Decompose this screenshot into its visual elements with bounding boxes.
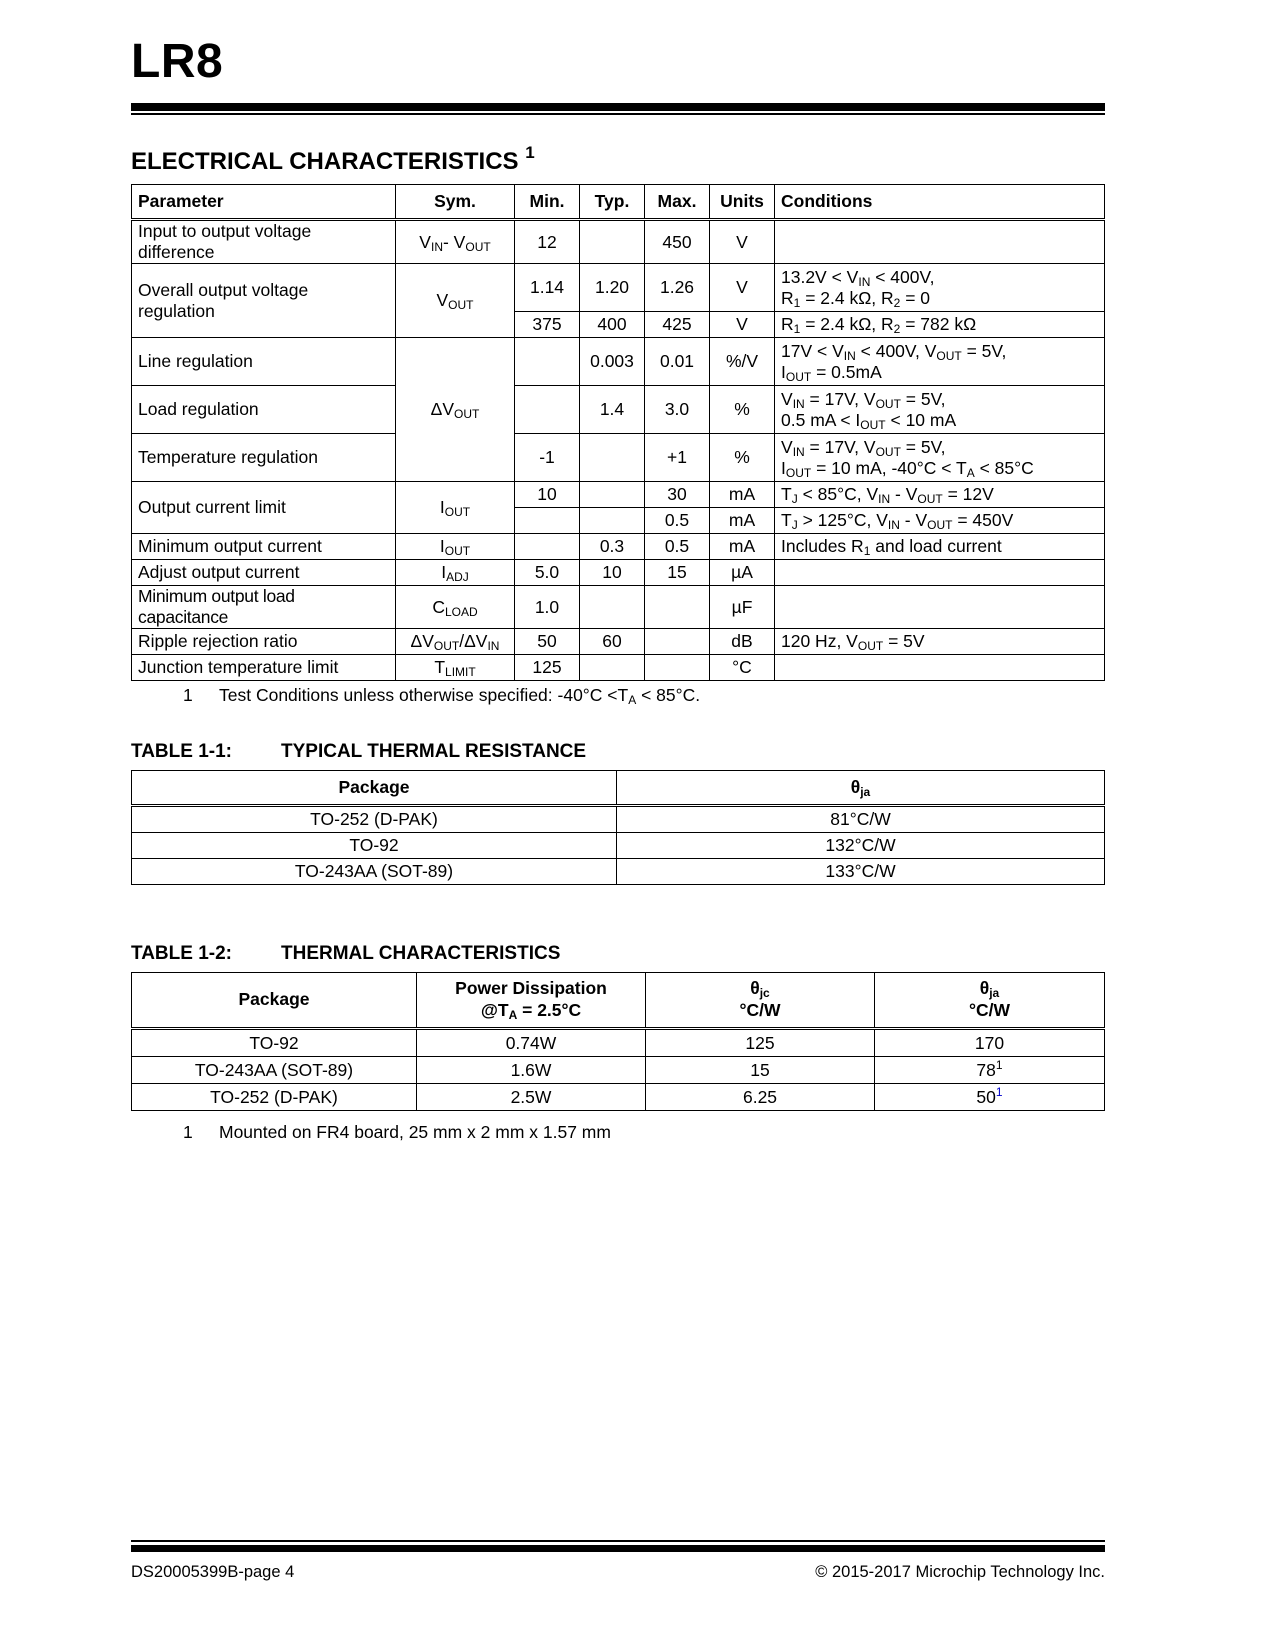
param-cell: Output current limit bbox=[132, 482, 396, 534]
page-title: LR8 bbox=[131, 35, 224, 88]
max-cell: 1.26 bbox=[645, 264, 710, 312]
max-cell: 15 bbox=[645, 560, 710, 586]
min-cell: 125 bbox=[515, 655, 580, 681]
max-cell: 0.5 bbox=[645, 508, 710, 534]
cond-cell bbox=[775, 560, 1105, 586]
cond-cell: 120 Hz, $V_{OUT} = 5V$ bbox=[775, 629, 1105, 655]
package-cell: TO-252 (D-PAK) bbox=[132, 1084, 417, 1111]
max-cell: 450 bbox=[645, 220, 710, 264]
param-cell: Overall output voltage regulation bbox=[132, 264, 396, 338]
typ-cell: 0.003 bbox=[580, 338, 645, 386]
table-row bbox=[132, 264, 1105, 312]
header-theta-jc: $\theta_{jc}$ °C/W bbox=[646, 973, 875, 1029]
sym-cell: $V_{OUT}$ bbox=[396, 264, 515, 338]
units-cell: dB bbox=[710, 629, 775, 655]
typ-cell: 400 bbox=[580, 312, 645, 338]
max-cell: 425 bbox=[645, 312, 710, 338]
max-cell: +1 bbox=[645, 434, 710, 482]
cond-cell: Includes $R_1$ and load current bbox=[775, 534, 1105, 560]
table-row bbox=[132, 434, 1105, 482]
units-cell: V bbox=[710, 312, 775, 338]
header-symbol: Sym. bbox=[396, 185, 515, 220]
typ-cell: 1.20 bbox=[580, 264, 645, 312]
power-cell: 1.6W bbox=[417, 1057, 646, 1084]
header-typ: Typ. bbox=[580, 185, 645, 220]
cond-cell: $T_J > 125^\circ C$, $V_{IN} - V_{OUT} = 450V$ bbox=[775, 508, 1105, 534]
param-cell: Junction temperature limit bbox=[132, 655, 396, 681]
header-theta-ja: $\theta_{ja}$ bbox=[617, 771, 1105, 806]
copyright: © 2015-2017 Microchip Technology Inc. bbox=[815, 1563, 1105, 1581]
param-cell: Load regulation bbox=[132, 386, 396, 434]
theta-cell: 132°C/W bbox=[617, 833, 1105, 859]
table-row bbox=[132, 482, 1105, 508]
typ-cell bbox=[580, 220, 645, 264]
param-cell: Minimum output load capacitance bbox=[132, 586, 396, 629]
sym-cell: $I_{ADJ}$ bbox=[396, 560, 515, 586]
theta-cell: 133°C/W bbox=[617, 859, 1105, 885]
typ-cell bbox=[580, 586, 645, 629]
units-cell: mA bbox=[710, 508, 775, 534]
typ-cell: 60 bbox=[580, 629, 645, 655]
theta-jc-cell: 125 bbox=[646, 1029, 875, 1057]
min-cell: 50 bbox=[515, 629, 580, 655]
sym-cell: $V_{IN}-$ $V_{OUT}$ bbox=[396, 220, 515, 264]
min-cell bbox=[515, 386, 580, 434]
sym-cell: $T_{LIMIT}$ bbox=[396, 655, 515, 681]
units-cell: % bbox=[710, 386, 775, 434]
min-cell: 5.0 bbox=[515, 560, 580, 586]
package-cell: TO-92 bbox=[132, 833, 617, 859]
cond-cell bbox=[775, 586, 1105, 629]
header-package: Package bbox=[132, 771, 617, 806]
min-cell bbox=[515, 508, 580, 534]
max-cell: 0.5 bbox=[645, 534, 710, 560]
table-row bbox=[132, 655, 1105, 681]
cond-cell bbox=[775, 220, 1105, 264]
table-1-1-caption: TABLE 1-1: TYPICAL THERMAL RESISTANCE bbox=[131, 741, 587, 762]
cond-cell: $V_{IN} = 17V$, $V_{OUT} = 5V$, $I_{OUT} = 10$ mA, $-40^\circ C < T_A < 85^\circ C$ bbox=[775, 434, 1105, 482]
typ-cell bbox=[580, 434, 645, 482]
package-cell: TO-243AA (SOT-89) bbox=[132, 859, 617, 885]
max-cell bbox=[645, 629, 710, 655]
table-row bbox=[132, 560, 1105, 586]
footnote-text: Mounted on FR4 board, 25 mm x 2 mm x 1.57 mm bbox=[219, 1122, 611, 1142]
header-power: Power Dissipation $@T_A = 2.5^\circ C$ bbox=[417, 973, 646, 1029]
sym-cell: $C_{LOAD}$ bbox=[396, 586, 515, 629]
min-cell: 10 bbox=[515, 482, 580, 508]
units-cell: µA bbox=[710, 560, 775, 586]
theta-cell: 81°C/W bbox=[617, 806, 1105, 833]
header-rule-thick bbox=[131, 103, 1105, 111]
units-cell: %/V bbox=[710, 338, 775, 386]
theta-jc-cell: 15 bbox=[646, 1057, 875, 1084]
table-header-row bbox=[132, 185, 1105, 220]
param-cell: Temperature regulation bbox=[132, 434, 396, 482]
table-row bbox=[132, 338, 1105, 386]
power-cell: 0.74W bbox=[417, 1029, 646, 1057]
param-cell: Adjust output current bbox=[132, 560, 396, 586]
units-cell: mA bbox=[710, 534, 775, 560]
table-row bbox=[132, 386, 1105, 434]
max-cell: 0.01 bbox=[645, 338, 710, 386]
table-row bbox=[132, 1029, 1105, 1057]
cond-cell bbox=[775, 655, 1105, 681]
typ-cell: 0.3 bbox=[580, 534, 645, 560]
cond-cell: $R_1 = 2.4$ kΩ, $R_2 = 782$ kΩ bbox=[775, 312, 1105, 338]
table-row bbox=[132, 629, 1105, 655]
min-cell: -1 bbox=[515, 434, 580, 482]
package-cell: TO-243AA (SOT-89) bbox=[132, 1057, 417, 1084]
cond-cell: $V_{IN} = 17V$, $V_{OUT} = 5V$, 0.5 mA < $I_{OUT} < 10$ mA bbox=[775, 386, 1105, 434]
min-cell bbox=[515, 534, 580, 560]
sym-cell: $\Delta V_{OUT}$ bbox=[396, 338, 515, 482]
header-max: Max. bbox=[645, 185, 710, 220]
min-cell: 12 bbox=[515, 220, 580, 264]
param-cell: Line regulation bbox=[132, 338, 396, 386]
max-cell bbox=[645, 586, 710, 629]
footer-rule-thick bbox=[131, 1545, 1105, 1552]
cond-cell: $17V < V_{IN} < 400V$, $V_{OUT} = 5V$, $I_{OUT} = 0.5mA$ bbox=[775, 338, 1105, 386]
footnote-number: 1 bbox=[183, 685, 193, 705]
units-cell: °C bbox=[710, 655, 775, 681]
typ-cell bbox=[580, 482, 645, 508]
header-units: Units bbox=[710, 185, 775, 220]
min-cell: 1.0 bbox=[515, 586, 580, 629]
header-rule-thin bbox=[131, 113, 1105, 115]
typ-cell: 10 bbox=[580, 560, 645, 586]
electrical-characteristics-table bbox=[131, 184, 1105, 681]
table-header-row bbox=[132, 973, 1105, 1029]
min-cell: 1.14 bbox=[515, 264, 580, 312]
table-row bbox=[132, 833, 1105, 859]
theta-ja-cell: $78^1$ bbox=[875, 1057, 1105, 1084]
units-cell: V bbox=[710, 220, 775, 264]
table-row bbox=[132, 586, 1105, 629]
cond-cell: $13.2V < V_{IN} < 400V$, $R_1 = 2.4$ kΩ, $R_2 = 0$ bbox=[775, 264, 1105, 312]
max-cell: 3.0 bbox=[645, 386, 710, 434]
max-cell: 30 bbox=[645, 482, 710, 508]
table-header-row bbox=[132, 771, 1105, 806]
param-cell: Minimum output current bbox=[132, 534, 396, 560]
header-package: Package bbox=[132, 973, 417, 1029]
min-cell: 375 bbox=[515, 312, 580, 338]
table-1-2-caption: TABLE 1-2: THERMAL CHARACTERISTICS bbox=[131, 943, 561, 964]
param-cell: Input to output voltage difference bbox=[132, 220, 396, 264]
header-min: Min. bbox=[515, 185, 580, 220]
thermal-resistance-table bbox=[131, 770, 1105, 885]
table-row bbox=[132, 1057, 1105, 1084]
table-row bbox=[132, 220, 1105, 264]
cond-cell: $T_J < 85^\circ C$, $V_{IN} - V_{OUT} = 12V$ bbox=[775, 482, 1105, 508]
header-parameter: Parameter bbox=[132, 185, 396, 220]
theta-jc-cell: 6.25 bbox=[646, 1084, 875, 1111]
units-cell: % bbox=[710, 434, 775, 482]
theta-ja-cell: 170 bbox=[875, 1029, 1105, 1057]
power-cell: 2.5W bbox=[417, 1084, 646, 1111]
footnote-text: Test Conditions unless otherwise specified: $-40^\circ C <T_A < 85^\circ C$. bbox=[219, 685, 701, 707]
thermal-characteristics-table bbox=[131, 972, 1105, 1111]
units-cell: V bbox=[710, 264, 775, 312]
header-conditions: Conditions bbox=[775, 185, 1105, 220]
typ-cell bbox=[580, 655, 645, 681]
sym-cell: $I_{OUT}$ bbox=[396, 482, 515, 534]
typ-cell bbox=[580, 508, 645, 534]
sym-cell: $\Delta V_{OUT}/\Delta V_{IN}$ bbox=[396, 629, 515, 655]
header-theta-ja: $\theta_{ja}$ °C/W bbox=[875, 973, 1105, 1029]
table-row bbox=[132, 859, 1105, 885]
package-cell: TO-252 (D-PAK) bbox=[132, 806, 617, 833]
units-cell: µF bbox=[710, 586, 775, 629]
footnote-number: 1 bbox=[183, 1122, 193, 1142]
table-row bbox=[132, 534, 1105, 560]
table-row bbox=[132, 1084, 1105, 1111]
section-title: ELECTRICAL CHARACTERISTICS $^1$ bbox=[131, 143, 535, 175]
footnote-link[interactable]: 1 bbox=[995, 1084, 1003, 1099]
typ-cell: 1.4 bbox=[580, 386, 645, 434]
units-cell: mA bbox=[710, 482, 775, 508]
theta-ja-cell: 50$^1$ bbox=[875, 1084, 1105, 1111]
footer-rule-thin bbox=[131, 1540, 1105, 1542]
footnote-ref: 1 bbox=[995, 1057, 1003, 1072]
sym-cell: $I_{OUT}$ bbox=[396, 534, 515, 560]
document-id: DS20005399B-page 4 bbox=[131, 1563, 295, 1581]
max-cell bbox=[645, 655, 710, 681]
package-cell: TO-92 bbox=[132, 1029, 417, 1057]
table-row bbox=[132, 806, 1105, 833]
min-cell bbox=[515, 338, 580, 386]
param-cell: Ripple rejection ratio bbox=[132, 629, 396, 655]
